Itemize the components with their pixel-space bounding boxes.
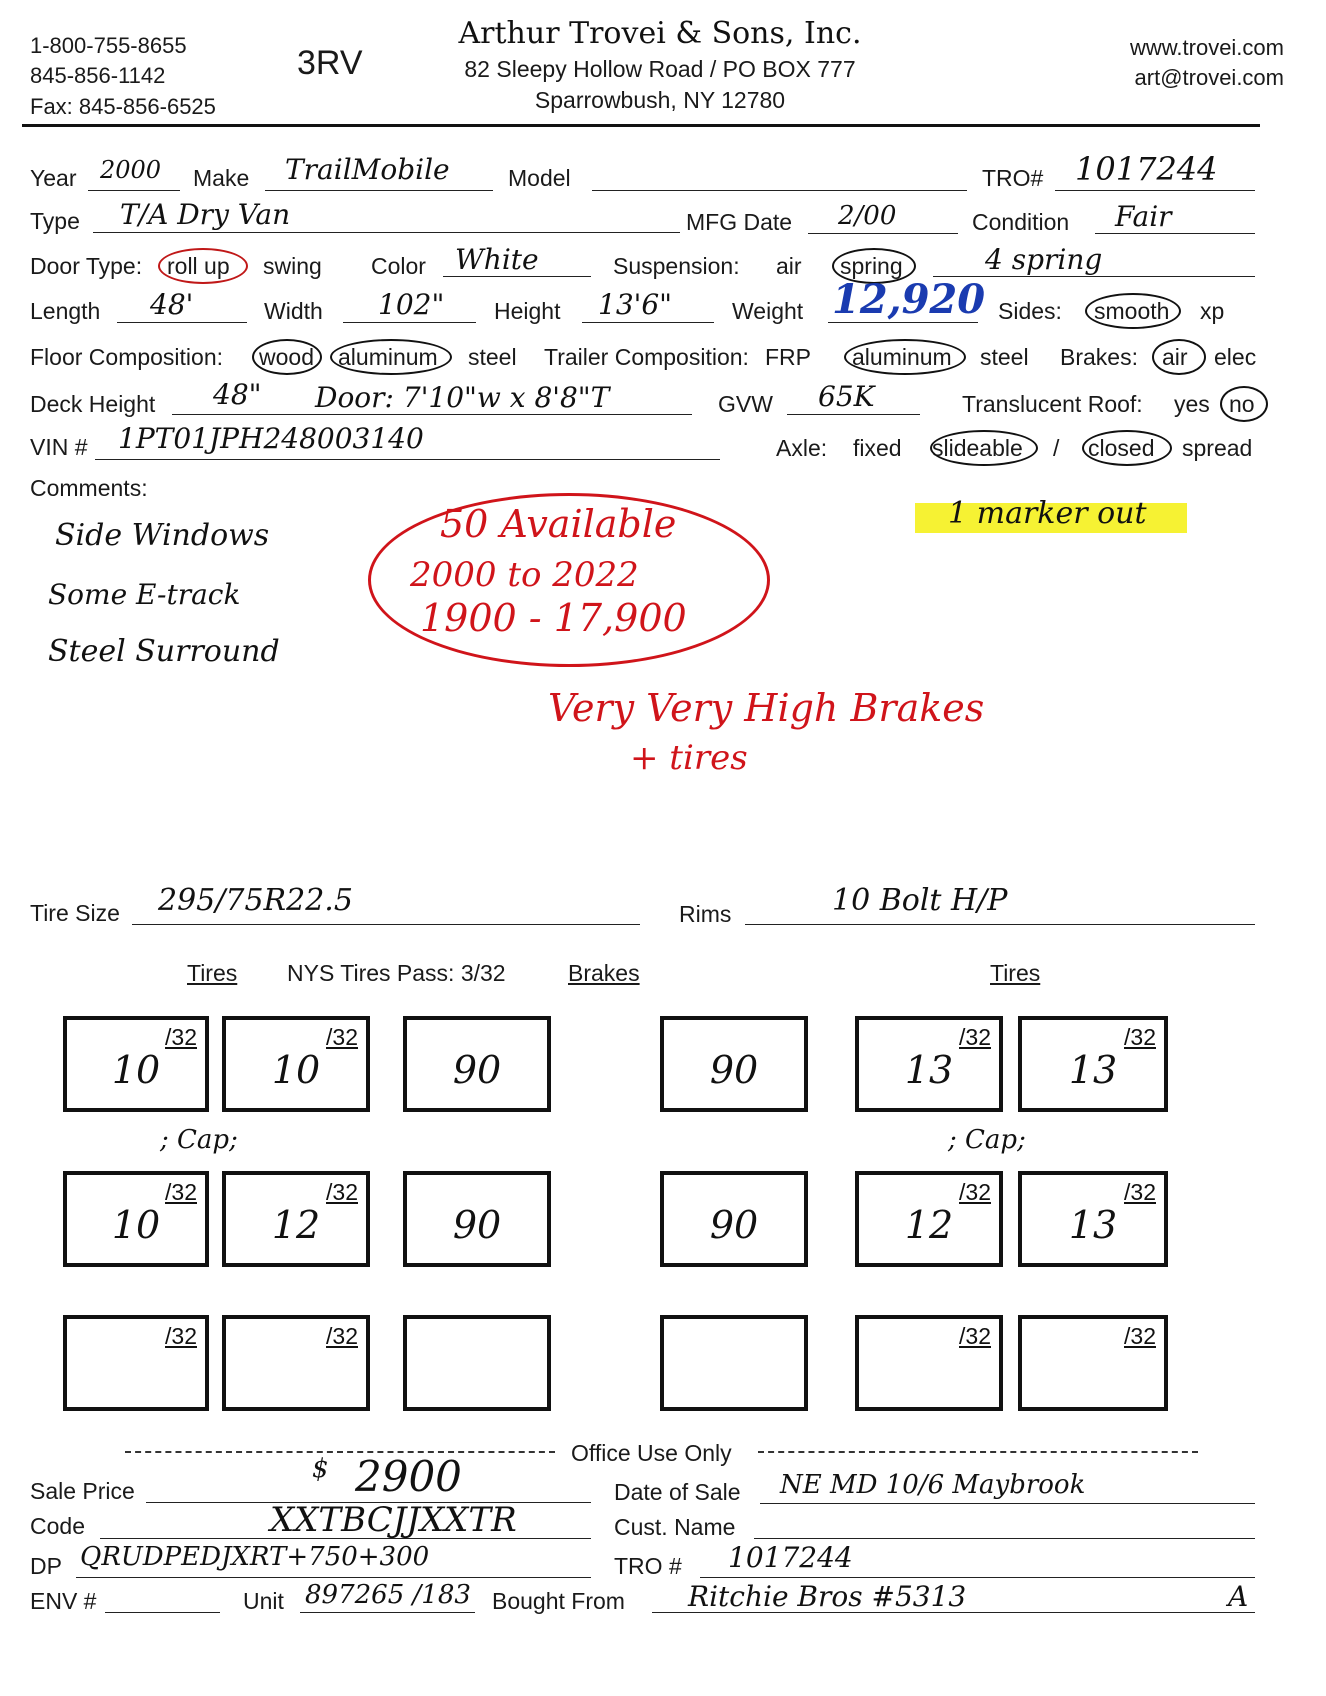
- rims-label: Rims: [679, 901, 732, 927]
- tire-depth-value: 10: [111, 1203, 161, 1247]
- initials: A: [1228, 1580, 1249, 1613]
- tire-size-line: [132, 924, 640, 925]
- translucent-roof-label: Translucent Roof:: [962, 391, 1143, 417]
- tire-depth-value: 10: [271, 1048, 321, 1092]
- trailer-comp-label: Trailer Composition:: [544, 344, 749, 370]
- fraction-label: /32: [1124, 1179, 1156, 1205]
- tire-depth-value: 13: [1068, 1203, 1118, 1247]
- type-line: [93, 232, 680, 233]
- tire-box-r3-4: [1018, 1315, 1168, 1411]
- mfg-date-value: 2/00: [838, 201, 897, 231]
- sides-label: Sides:: [998, 298, 1062, 324]
- deck-height-value: 48": [213, 378, 262, 411]
- type-value: T/A Dry Van: [120, 198, 291, 231]
- fraction-label: /32: [165, 1024, 197, 1050]
- brake-value: 90: [709, 1048, 759, 1092]
- date-of-sale-label: Date of Sale: [614, 1479, 741, 1505]
- vin-value: 1PT01JPH248003140: [118, 422, 424, 455]
- code-label: Code: [30, 1513, 85, 1539]
- brake-value: 90: [452, 1048, 502, 1092]
- office-divider-left: [125, 1451, 555, 1453]
- axle-fixed-option: fixed: [853, 435, 902, 461]
- make-value: TrailMobile: [285, 153, 450, 186]
- brake-box-r2-right: [660, 1171, 808, 1267]
- dp-value: QRUDPEDJXRT+750+300: [80, 1542, 430, 1572]
- mfg-date-line: [808, 233, 958, 234]
- comment-side-1: Side Windows: [55, 518, 270, 553]
- condition-value: Fair: [1115, 200, 1172, 233]
- tire-depth-value: 10: [111, 1048, 161, 1092]
- tro-2-value: 1017244: [728, 1541, 853, 1574]
- phone-1: 1-800-755-8655: [30, 33, 187, 58]
- width-value: 102": [378, 288, 445, 321]
- fraction-label: /32: [165, 1179, 197, 1205]
- tire-box-r1-3: [855, 1016, 1003, 1112]
- color-label: Color: [371, 253, 426, 279]
- smooth-circle: [1085, 293, 1181, 329]
- color-value: White: [455, 243, 539, 276]
- model-line: [592, 190, 967, 191]
- brake-value: 90: [709, 1203, 759, 1247]
- brake-box-r2-left: [403, 1171, 551, 1267]
- bought-from-label: Bought From: [492, 1588, 625, 1614]
- nys-tires-pass: NYS Tires Pass: 3/32: [287, 960, 506, 986]
- tire-depth-value: 13: [1068, 1048, 1118, 1092]
- form-code: 3RV: [297, 44, 363, 82]
- suspension-value: 4 spring: [985, 243, 1103, 276]
- door-dims-value: Door: 7'10"w x 8'8"T: [315, 381, 610, 414]
- model-label: Model: [508, 165, 571, 191]
- cust-name-line: [754, 1538, 1255, 1539]
- make-label: Make: [193, 165, 250, 191]
- condition-line: [1095, 233, 1255, 234]
- tro-2-line: [700, 1577, 1255, 1578]
- sale-price-dollar: $: [312, 1454, 329, 1484]
- dp-line: [76, 1577, 591, 1578]
- sale-price-label: Sale Price: [30, 1478, 135, 1504]
- tire-box-r1-4: [1018, 1016, 1168, 1112]
- width-label: Width: [264, 298, 323, 324]
- fax-number: Fax: 845-856-6525: [30, 94, 216, 119]
- year-line: [88, 190, 180, 191]
- roof-no-circle: [1220, 386, 1268, 422]
- code-value: XXTBCJJXXTR: [270, 1500, 517, 1540]
- axle-closed-option: closed: [1088, 435, 1155, 461]
- fraction-label: /32: [326, 1024, 358, 1050]
- height-line: [582, 322, 714, 323]
- tire-box-r3-3: [855, 1315, 1003, 1411]
- tro-line: [1055, 190, 1255, 191]
- roll-up-option: roll up: [167, 253, 230, 279]
- email: art@trovei.com: [1134, 65, 1284, 90]
- comment-side-3: Steel Surround: [48, 634, 280, 669]
- height-value: 13'6": [598, 288, 673, 321]
- comment-available-1: 50 Available: [440, 502, 677, 546]
- sale-price-value: 2900: [355, 1452, 462, 1501]
- roof-no-option: no: [1229, 391, 1255, 417]
- tire-box-r3-1: [63, 1315, 209, 1411]
- tire-box-r2-3: [855, 1171, 1003, 1267]
- brakes-label: Brakes:: [1060, 344, 1138, 370]
- xp-option: xp: [1200, 298, 1225, 324]
- fraction-label: /32: [326, 1179, 358, 1205]
- fraction-label: /32: [959, 1024, 991, 1050]
- axle-spread-option: spread: [1182, 435, 1253, 461]
- type-label: Type: [30, 208, 80, 234]
- bought-from-value: Ritchie Bros #5313: [688, 1580, 967, 1613]
- floor-aluminum-option: aluminum: [338, 344, 438, 370]
- tire-box-r2-4: [1018, 1171, 1168, 1267]
- tire-box-r3-2: [222, 1315, 370, 1411]
- brake-box-r1-left: [403, 1016, 551, 1112]
- brake-value: 90: [452, 1203, 502, 1247]
- trailer-aluminum-option: aluminum: [852, 344, 952, 370]
- tire-size-label: Tire Size: [30, 900, 120, 926]
- year-label: Year: [30, 165, 77, 191]
- door-type-label: Door Type:: [30, 253, 143, 279]
- website: www.trovei.com: [1129, 35, 1284, 60]
- axle-label: Axle:: [776, 435, 828, 461]
- gvw-value: 65K: [818, 380, 875, 413]
- tro-2-label: TRO #: [614, 1553, 682, 1579]
- phone-2: 845-856-1142: [30, 63, 166, 88]
- gvw-label: GVW: [718, 391, 773, 417]
- unit-line: [300, 1612, 475, 1613]
- roll-up-circle: [158, 248, 248, 284]
- comment-very-high-2: + tires: [630, 738, 748, 778]
- brakes-elec-option: elec: [1214, 344, 1257, 370]
- weight-value: 12,920: [832, 276, 986, 323]
- env-line: [105, 1612, 220, 1613]
- length-label: Length: [30, 298, 101, 324]
- axle-slash: /: [1053, 435, 1060, 461]
- tire-depth-value: 12: [904, 1203, 954, 1247]
- brake-box-r3-left: [403, 1315, 551, 1411]
- mfg-date-label: MFG Date: [686, 209, 793, 235]
- brakes-air-circle: [1152, 339, 1206, 375]
- tro-label: TRO#: [982, 165, 1044, 191]
- unit-label: Unit: [243, 1588, 284, 1614]
- trailer-aluminum-circle: [844, 339, 966, 375]
- dp-label: DP: [30, 1553, 62, 1579]
- env-label: ENV #: [30, 1588, 97, 1614]
- fraction-label: /32: [959, 1179, 991, 1205]
- tire-box-r1-1: [63, 1016, 209, 1112]
- width-line: [343, 322, 476, 323]
- comment-available-3: 1900 - 17,900: [420, 596, 687, 640]
- fraction-label: /32: [165, 1323, 197, 1349]
- tires-right-header: Tires: [990, 960, 1041, 986]
- tire-box-r1-2: [222, 1016, 370, 1112]
- fraction-label: /32: [1124, 1323, 1156, 1349]
- unit-value: 897265 /183: [305, 1580, 471, 1610]
- header-rule: [22, 124, 1260, 127]
- cap-note-left: ; Cap;: [160, 1125, 238, 1155]
- weight-label: Weight: [732, 298, 804, 324]
- closed-circle: [1082, 430, 1172, 466]
- tire-depth-value: 13: [904, 1048, 954, 1092]
- comment-available-2: 2000 to 2022: [410, 555, 639, 595]
- height-label: Height: [494, 298, 561, 324]
- cap-note-right: ; Cap;: [948, 1125, 1026, 1155]
- slideable-circle: [930, 430, 1038, 466]
- comments-label: Comments:: [30, 475, 148, 501]
- swing-option: swing: [263, 253, 322, 279]
- cust-name-label: Cust. Name: [614, 1514, 736, 1540]
- brake-box-r3-right: [660, 1315, 808, 1411]
- date-of-sale-value: NE MD 10/6 Maybrook: [780, 1470, 1086, 1500]
- fraction-label: /32: [326, 1323, 358, 1349]
- floor-wood-option: wood: [259, 344, 314, 370]
- deck-height-line: [172, 414, 692, 415]
- length-value: 48': [150, 288, 194, 321]
- trailer-steel-option: steel: [980, 344, 1029, 370]
- fraction-label: /32: [1124, 1024, 1156, 1050]
- axle-slideable-option: slideable: [932, 435, 1023, 461]
- trailer-frp-option: FRP: [765, 344, 811, 370]
- vin-line: [95, 459, 720, 460]
- condition-label: Condition: [972, 209, 1070, 235]
- fraction-label: /32: [959, 1323, 991, 1349]
- deck-height-label: Deck Height: [30, 391, 156, 417]
- brakes-header: Brakes: [568, 960, 640, 986]
- tire-depth-value: 12: [271, 1203, 321, 1247]
- suspension-label: Suspension:: [613, 253, 740, 279]
- tire-size-value: 295/75R22.5: [158, 883, 353, 918]
- address-line-2: Sparrowbush, NY 12780: [534, 87, 786, 113]
- floor-steel-option: steel: [468, 344, 517, 370]
- spring-option: spring: [840, 253, 903, 279]
- tire-box-r2-2: [222, 1171, 370, 1267]
- length-line: [117, 322, 247, 323]
- air-option: air: [776, 253, 802, 279]
- company-name: Arthur Trovei & Sons, Inc.: [458, 16, 862, 51]
- roof-yes-option: yes: [1174, 391, 1210, 417]
- comment-marker: 1 marker out: [948, 496, 1147, 531]
- office-use-label: Office Use Only: [571, 1440, 732, 1466]
- color-line: [443, 276, 591, 277]
- year-value: 2000: [100, 156, 162, 184]
- floor-aluminum-circle: [330, 339, 452, 375]
- smooth-option: smooth: [1094, 298, 1170, 324]
- office-divider-right: [758, 1451, 1198, 1453]
- make-line: [265, 190, 493, 191]
- tro-value: 1017244: [1075, 150, 1218, 188]
- tire-box-r2-1: [63, 1171, 209, 1267]
- comment-side-2: Some E-track: [48, 578, 241, 611]
- gvw-line: [787, 414, 920, 415]
- brakes-air-option: air: [1162, 344, 1188, 370]
- rims-line: [745, 924, 1255, 925]
- floor-comp-label: Floor Composition:: [30, 344, 224, 370]
- date-of-sale-line: [760, 1503, 1255, 1504]
- tires-left-header: Tires: [187, 960, 238, 986]
- rims-value: 10 Bolt H/P: [832, 883, 1008, 918]
- brake-box-r1-right: [660, 1016, 808, 1112]
- comment-very-high-1: Very Very High Brakes: [548, 686, 985, 730]
- address-line-1: 82 Sleepy Hollow Road / PO BOX 777: [464, 56, 856, 82]
- wood-circle: [252, 339, 322, 375]
- vin-label: VIN #: [30, 434, 88, 460]
